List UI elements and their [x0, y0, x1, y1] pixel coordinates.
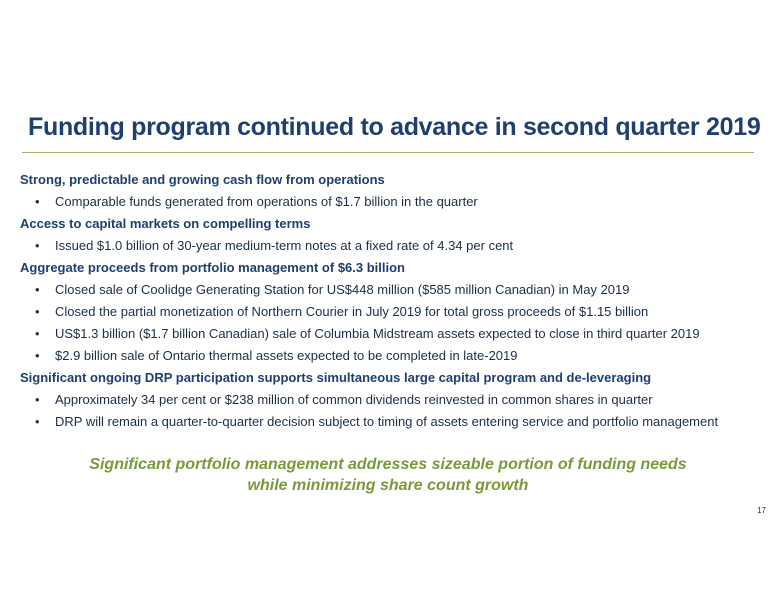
page-number: 17: [757, 506, 766, 515]
bullet-icon: •: [35, 326, 40, 341]
list-item-text: Issued $1.0 billion of 30-year medium-term notes at a fixed rate of 4.34 per cent: [55, 238, 514, 253]
list-item: [20, 282, 765, 298]
bullet-icon: •: [35, 238, 40, 253]
section-portfolio-management: [20, 260, 765, 364]
section-cash-flow: [20, 172, 765, 210]
callout-message: [0, 454, 776, 496]
bullet-icon: •: [35, 348, 40, 363]
list-item-text: Comparable funds generated from operations of $1.7 billion in the quarter: [55, 194, 478, 209]
bullet-icon: •: [35, 392, 40, 407]
bullet-icon: •: [35, 304, 40, 319]
list-item: [20, 326, 765, 342]
list-item: [20, 392, 765, 408]
title-divider: [22, 152, 754, 153]
bullet-list: [20, 194, 765, 210]
bullet-list: [20, 238, 765, 254]
bullet-list: [20, 282, 765, 364]
list-item-text: DRP will remain a quarter-to-quarter decision subject to timing of assets entering service and portfolio management: [55, 414, 719, 429]
list-item: [20, 414, 765, 430]
callout-line: while minimizing share count growth: [247, 477, 529, 494]
section-heading: Significant ongoing DRP participation supports simultaneous large capital program and de-leveraging: [20, 370, 652, 385]
slide-title: Funding program continued to advance in second quarter 2019: [28, 113, 761, 141]
list-item: [20, 304, 765, 320]
bullet-icon: •: [35, 282, 40, 297]
list-item-text: $2.9 billion sale of Ontario thermal assets expected to be completed in late-2019: [55, 348, 518, 363]
list-item-text: Closed sale of Coolidge Generating Station for US$448 million ($585 million Canadian) in May 2019: [55, 282, 630, 297]
callout-line: Significant portfolio management addresses sizeable portion of funding needs: [89, 456, 687, 473]
slide-content: [20, 172, 765, 436]
section-heading: Access to capital markets on compelling terms: [20, 216, 311, 231]
section-capital-markets: [20, 216, 765, 254]
list-item: [20, 194, 765, 210]
list-item: [20, 348, 765, 364]
list-item-text: Closed the partial monetization of Northern Courier in July 2019 for total gross proceeds of $1.15 billion: [55, 304, 649, 319]
section-heading: Aggregate proceeds from portfolio management of $6.3 billion: [20, 260, 405, 275]
list-item-text: US$1.3 billion ($1.7 billion Canadian) sale of Columbia Midstream assets expected to close in third quarter 2019: [55, 326, 700, 341]
section-heading: Strong, predictable and growing cash flow from operations: [20, 172, 385, 187]
section-drp-participation: [20, 370, 765, 430]
list-item: [20, 238, 765, 254]
bullet-icon: •: [35, 194, 40, 209]
bullet-list: [20, 392, 765, 430]
list-item-text: Approximately 34 per cent or $238 million of common dividends reinvested in common shares in quarter: [55, 392, 653, 407]
bullet-icon: •: [35, 414, 40, 429]
